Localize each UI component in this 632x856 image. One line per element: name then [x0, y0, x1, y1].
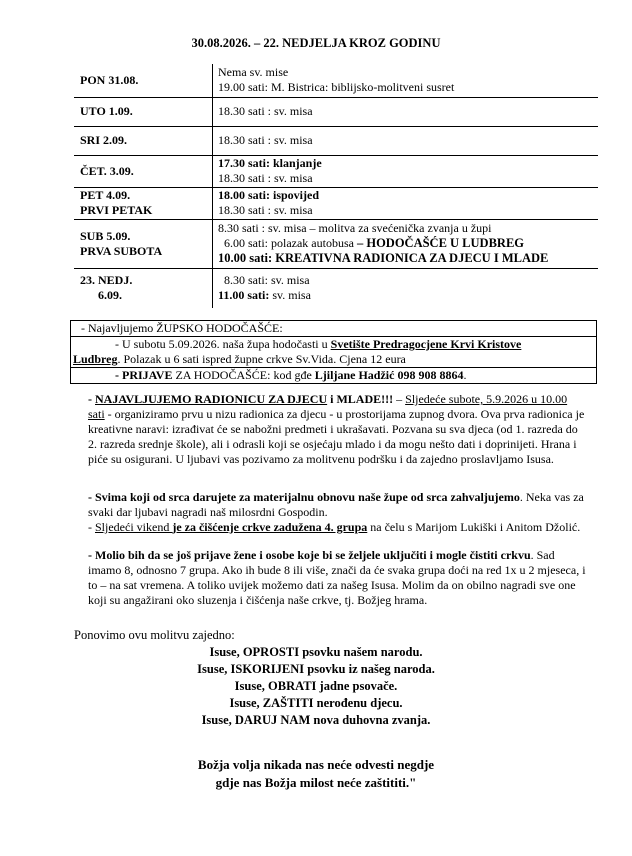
event-line-part: sv. misa — [269, 288, 311, 303]
box-header: - Najavljujemo ŽUPSKO HODOČAŠĆE: — [81, 321, 283, 335]
event-line: 18.30 sati : sv. misa — [218, 203, 313, 217]
event-line: 18.00 sati: ispovijed — [218, 188, 320, 202]
event-line-part: 6.00 sati: polazak autobusa — [218, 236, 357, 250]
schedule-row-sat — [74, 219, 598, 268]
schedule-row-mon — [74, 64, 598, 97]
volunteers-paragraph: - Molio bih da se još prijave žene i osobe koje bi se željele uključiti i mogle čistiti crkvu. Sad imamo 8, odnosno 7 grupa. Ako ih bude 8 ili više, znači da će svaka grupa doći na red 1x u 2 mjeseca, i to – na sat vremena. A toliko uvijek možemo dati za našeg Isusa. Molim da on obilno nagradi sve one koji su angažirani oko sluzenja i čišćenja naše crkve, tj. Božjeg hrama. — [88, 548, 586, 607]
event-line-bold-part: 11.00 sati: — [218, 288, 270, 303]
event-line: 10.00 sati: KREATIVNA RADIONICA ZA DJECU I MLADE — [218, 251, 549, 265]
day-label: ČET. 3.09. — [74, 155, 213, 187]
prayer-line: Isuse, DARUJ NAM nova duhovna zvanja. — [201, 713, 431, 727]
event-line: 17.30 sati: klanjanje — [218, 156, 322, 170]
closing-line: Božja volja nikada nas neće odvesti negdje — [197, 757, 435, 772]
schedule-row-thu — [74, 155, 598, 187]
prayer-block — [0, 644, 632, 729]
events — [213, 219, 599, 268]
box-line: Ludbreg. Polazak u 6 sati ispred župne crkve Sv.Vida. Cjena 12 eura — [73, 352, 406, 366]
events — [213, 268, 599, 308]
schedule-table — [74, 64, 598, 308]
events — [213, 187, 599, 219]
day-label: UTO 1.09. — [74, 97, 213, 126]
cleaning-paragraph: - Sljedeći vikend je za čišćenje crkve zadužena 4. grupa na čelu s Marijom Lukiški i Anitom Džolić. — [88, 520, 581, 534]
event-line: 18.30 sati : sv. misa — [218, 171, 313, 185]
closing-quote — [0, 756, 632, 792]
events — [213, 155, 599, 187]
pilgrimage-announcement-box — [70, 320, 597, 384]
day-label: 23. NEDJ. 6.09. — [74, 268, 213, 308]
day-label: PON 31.08. — [74, 64, 213, 97]
day-label: PET 4.09. PRVI PETAK — [74, 187, 213, 219]
workshop-paragraph: - NAJAVLJUJEMO RADIONICU ZA DJECU i MLADE!!! – Sljedeće subote, 5.9.2026 u 10.00 sati - organiziramo prvu u nizu radionica za djecu - u prostorijama zupnog dvora. Ova prva radionica je kreativne naravi: izrađivat će se nabožni predmeti i ukrašavati. Pozvana su sva djeca (od 1. razreda do 2. razreda srednje škole), ali i odrasli koji se osjećaju mlado i da mogu nešto dati i doprinijeti. Hrana i piće su osigurani. U ljubavi vas pozivamo za molitvenu podršku i da zajedno proslavljamo Isusa. — [88, 392, 585, 466]
event-line-mixed — [218, 288, 598, 303]
prayer-line: Isuse, ZAŠTITI nerođenu djecu. — [229, 696, 403, 710]
schedule-row-fri — [74, 187, 598, 219]
events — [213, 126, 599, 155]
schedule-row-wed — [74, 126, 598, 155]
event-line: 18.30 sati : sv. misa — [218, 133, 313, 147]
page-title: 30.08.2026. – 22. NEDJELJA KROZ GODINU — [191, 36, 441, 50]
event-line: 19.00 sati: M. Bistrica: biblijsko-molitveni susret — [218, 80, 455, 95]
event-line: Nema sv. mise — [218, 65, 289, 80]
events — [213, 64, 599, 97]
day-label: SRI 2.09. — [74, 126, 213, 155]
donation-paragraph: - Svima koji od srca darujete za materijalnu obnovu naše župe od srca zahvaljujemo. Neka vas za svaki dar ljubavi nagradi naš milosrdni Gospodin. — [88, 490, 584, 519]
day-label: SUB 5.09. PRVA SUBOTA — [74, 219, 213, 268]
closing-line: gdje nas Božja milost neće zaštititi." — [215, 775, 417, 790]
events — [213, 97, 599, 126]
event-line-bold-part: – HODOČAŠĆE U LUDBREG — [356, 236, 525, 250]
event-line-mixed — [218, 236, 598, 251]
schedule-row-sun — [74, 268, 598, 308]
event-line: 18.30 sati : sv. misa — [218, 104, 313, 118]
schedule-row-tue — [74, 97, 598, 126]
prayer-line: Isuse, OPROSTI psovku našem narodu. — [209, 645, 423, 659]
box-line: - PRIJAVE ZA HODOČAŠĆE: kod gđe Ljiljane Hadžić 098 908 8864. — [115, 368, 467, 382]
prayer-line: Isuse, ISKORIJENI psovku iz našeg naroda. — [197, 662, 435, 676]
event-line: 8.30 sati: sv. misa — [218, 273, 310, 288]
event-line: 8.30 sati : sv. misa – molitva za svećenička zvanja u župi — [218, 221, 492, 235]
prayer-intro: Ponovimo ovu molitvu zajedno: — [74, 628, 235, 642]
box-line: - U subotu 5.09.2026. naša župa hodočasti u Svetište Predragocjene Krvi Kristove — [115, 337, 522, 351]
prayer-line: Isuse, OBRATI jadne psovače. — [234, 679, 398, 693]
